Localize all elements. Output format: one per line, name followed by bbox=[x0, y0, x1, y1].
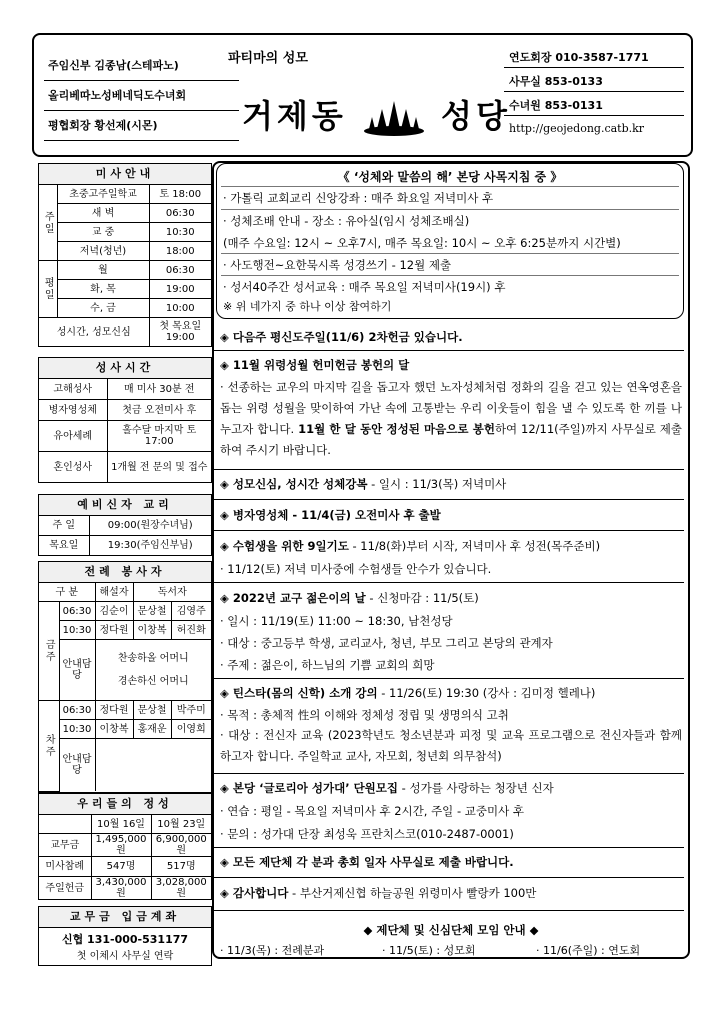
office-phone: 사무실 853-0133 bbox=[509, 75, 603, 88]
account-number: 신협 131-000-531177 bbox=[61, 933, 189, 946]
sacrament-title: 성사시간 bbox=[39, 358, 211, 379]
guide-group: 경손하신 어머니 bbox=[117, 676, 189, 687]
notice-body bbox=[220, 377, 682, 461]
next-week-label: 차주 bbox=[39, 701, 59, 792]
notice-heading: ◈ 다음주 평신도주일(11/6) 2차헌금 있습니다. bbox=[220, 330, 463, 344]
office-president-phone: 연도회장 010-3587-1771 bbox=[509, 51, 649, 64]
reader: 홍재운 bbox=[133, 720, 171, 739]
meeting-item: · 11/3(목) : 전례분과 bbox=[220, 944, 325, 957]
sacrament-table bbox=[39, 379, 211, 482]
body-text: · 선종하는 교우의 마지막 길을 돕고자 했던 노자성체처럼 정화의 길을 걷고 있는 연옥영혼을 돕는 위령 성월을 맞이하여 가난 속에 고통받는 우리 이웃들이 힘을 낼 수 있도록 한 끼를 나누고자 합니다. bbox=[220, 380, 682, 436]
guide-names bbox=[95, 640, 211, 701]
catechumen-class bbox=[38, 494, 212, 556]
divider bbox=[214, 877, 684, 878]
divider bbox=[504, 67, 684, 68]
meeting-item: · 11/5(토) : 성모회 bbox=[382, 944, 476, 957]
col-header: 독서자 bbox=[133, 583, 211, 602]
guide-label: 안내담당 bbox=[59, 640, 95, 701]
liturgy-servers bbox=[38, 561, 212, 793]
notice-heading: ◈ 11월 위령성월 헌미헌금 봉헌의 달 bbox=[220, 358, 410, 372]
divider bbox=[44, 80, 239, 81]
notice-detail: · 문의 : 성가대 단장 최성욱 프란치스코(010-2487-0001) bbox=[220, 827, 514, 841]
offering-value: 547명 bbox=[91, 857, 151, 877]
reader: 이창복 bbox=[133, 621, 171, 640]
col-header: 해설자 bbox=[95, 583, 133, 602]
divider bbox=[214, 910, 684, 911]
offerings bbox=[38, 793, 212, 900]
col-header: 구 분 bbox=[39, 583, 95, 602]
this-week-label: 금주 bbox=[39, 602, 59, 701]
sunday-label: 주일 bbox=[39, 185, 57, 261]
class-day: 목요일 bbox=[39, 536, 89, 556]
commentator: 김순이 bbox=[95, 602, 133, 621]
mass-time: 06:30 bbox=[59, 602, 95, 621]
divider bbox=[221, 209, 679, 210]
notice-heading: ◈ 틴스타(몸의 신학) 소개 강의 bbox=[220, 686, 378, 700]
mass-time: 19:00 bbox=[149, 280, 211, 299]
divider bbox=[214, 499, 684, 500]
notice-detail: - 11/8(화)부터 시작, 저녁미사 후 성전(목주준비) bbox=[348, 539, 601, 553]
sisters-name: 올리베따노성베네딕도수녀회 bbox=[48, 89, 187, 102]
guideline-item: (매주 수요일: 12시 ~ 오후7시, 매주 목요일: 10시 ~ 오후 6:25분까지 시간별) bbox=[223, 236, 621, 250]
memorial-month-notice bbox=[220, 357, 682, 461]
liturgy-title: 전례 봉사자 bbox=[39, 562, 211, 583]
notice-heading: ◈ 모든 제단체 각 분과 총회 일자 사무실로 제출 바랍니다. bbox=[220, 855, 514, 869]
notice-detail: - 11/26(토) 19:30 (강사 : 김미정 헬레나) bbox=[377, 686, 596, 700]
choir-recruitment-notice bbox=[220, 780, 682, 842]
sacrament-schedule bbox=[38, 357, 212, 483]
offering-value: 3,028,000원 bbox=[151, 877, 211, 900]
second-collection-notice bbox=[220, 329, 682, 345]
guideline-item: · 성서40주간 성서교육 : 매주 목요일 저녁미사(19시) 후 bbox=[223, 280, 506, 294]
sacrament-name: 병자영성체 bbox=[39, 400, 107, 421]
divider bbox=[221, 186, 679, 187]
offerings-table bbox=[39, 815, 211, 899]
guideline-item: · 가톨릭 교회교리 신앙강좌 : 매주 화요일 저녁미사 후 bbox=[223, 191, 494, 205]
mass-name: 월 bbox=[57, 261, 149, 280]
mass-time: 06:30 bbox=[149, 204, 211, 223]
notice-detail: - 성가를 사랑하는 청장년 신자 bbox=[398, 781, 554, 795]
offering-value: 1,495,000원 bbox=[91, 834, 151, 857]
mass-time: 토 18:00 bbox=[149, 185, 211, 204]
mass-time: 10:30 bbox=[59, 621, 95, 640]
notice-heading: ◈ 수험생을 위한 9일기도 bbox=[220, 539, 349, 553]
marian-devotion-notice bbox=[220, 476, 682, 492]
col-header: 10월 16일 bbox=[91, 815, 151, 834]
notice-detail: · 일시 : 11/19(토) 11:00 ~ 18:30, 남천성당 bbox=[220, 614, 453, 628]
commentator: 정다원 bbox=[95, 621, 133, 640]
reader: 문상철 bbox=[133, 602, 171, 621]
convent-phone: 수녀원 853-0131 bbox=[509, 99, 603, 112]
reader: 문상철 bbox=[133, 701, 171, 720]
meetings-list bbox=[220, 942, 682, 958]
col-header bbox=[39, 815, 91, 834]
notice-detail: - 신청마감 : 11/5(토) bbox=[365, 591, 479, 605]
thanks-notice bbox=[220, 885, 682, 901]
class-time: 09:00(원장수녀님) bbox=[89, 516, 211, 536]
divider bbox=[214, 530, 684, 531]
bank-account bbox=[38, 906, 212, 966]
mass-name: 저녁(청년) bbox=[57, 242, 149, 261]
notice-heading: ◈ 감사합니다 bbox=[220, 886, 289, 900]
notice-detail: · 대상 : 중고등부 학생, 교리교사, 청년, 부모 그리고 본당의 관계자 bbox=[220, 636, 553, 650]
divider bbox=[214, 678, 684, 679]
guideline-item: · 사도행전~요한묵시록 성경쓰기 - 12월 제출 bbox=[223, 258, 452, 272]
council-president: 평협회장 황선제(시몬) bbox=[48, 119, 158, 132]
mass-time: 18:00 bbox=[149, 242, 211, 261]
commentator: 이창복 bbox=[95, 720, 133, 739]
catechumen-table bbox=[39, 516, 211, 555]
youth-day-notice bbox=[220, 590, 682, 673]
holy-hour-label: 성시간, 성모신심 bbox=[39, 318, 149, 347]
commentator: 정다원 bbox=[95, 701, 133, 720]
reader: 이영희 bbox=[171, 720, 211, 739]
meeting-item: · 11/6(주일) : 연도회 bbox=[536, 944, 641, 957]
sacrament-time: 첫금 오전미사 후 bbox=[107, 400, 211, 421]
sacrament-time: 홀수달 마지막 토 17:00 bbox=[107, 421, 211, 452]
divider bbox=[44, 140, 239, 141]
mass-table bbox=[39, 185, 211, 346]
class-day: 주 일 bbox=[39, 516, 89, 536]
parish-title bbox=[242, 91, 511, 137]
account-title: 교무금 입금계좌 bbox=[39, 907, 211, 928]
mass-name: 교 중 bbox=[57, 223, 149, 242]
divider bbox=[214, 847, 684, 848]
divider bbox=[44, 110, 239, 111]
sacrament-name: 고해성사 bbox=[39, 379, 107, 400]
divider bbox=[221, 253, 679, 254]
notice-heading: ◈ 2022년 교구 젊은이의 날 bbox=[220, 591, 366, 605]
weekday-label: 평일 bbox=[39, 261, 57, 318]
mass-schedule bbox=[38, 163, 212, 347]
body-emphasis: 11월 한 달 동안 정성된 마음으로 봉헌 bbox=[298, 422, 495, 436]
exam-prayer-notice bbox=[220, 538, 682, 577]
notice-detail: - 일시 : 11/3(목) 저녁미사 bbox=[367, 477, 507, 491]
patron-saint: 파티마의 성모 bbox=[228, 51, 308, 66]
guideline-note: ※ 위 네가지 중 하나 이상 참여하기 bbox=[223, 300, 392, 313]
notice-heading: ◈ 병자영성체 - 11/4(금) 오전미사 후 출발 bbox=[220, 508, 441, 522]
divider bbox=[214, 469, 684, 470]
guide-group: 찬송하올 어머니 bbox=[117, 653, 189, 664]
parish-suffix: 성당 bbox=[441, 97, 511, 135]
reader: 김영주 bbox=[171, 602, 211, 621]
parish-name: 거제동 bbox=[242, 97, 347, 135]
guidelines-title: 《 ‘성체와 말씀의 해’ 본당 사목지침 중 》 bbox=[337, 170, 563, 184]
pastoral-guidelines bbox=[216, 163, 684, 319]
class-time: 19:30(주임신부님) bbox=[89, 536, 211, 556]
sick-communion-notice bbox=[220, 507, 682, 523]
divider bbox=[221, 275, 679, 276]
pastor-name: 주임신부 김종남(스테파노) bbox=[48, 59, 179, 72]
mass-time: 10:30 bbox=[149, 223, 211, 242]
notice-heading: ◆ 제단체 및 신심단체 모임 안내 ◆ bbox=[363, 923, 539, 937]
notice-heading: ◈ 성모신심, 성시간 성체강복 bbox=[220, 477, 368, 491]
divider bbox=[214, 350, 684, 351]
mass-name: 수, 금 bbox=[57, 299, 149, 318]
reader: 박주미 bbox=[171, 701, 211, 720]
mass-name: 화, 목 bbox=[57, 280, 149, 299]
offerings-title: 우리들의 정성 bbox=[39, 794, 211, 815]
theology-of-body-notice bbox=[220, 685, 682, 767]
mass-time: 06:30 bbox=[149, 261, 211, 280]
body-text: 하여 12/11(주일)까지 사무실로 제출하여 주시기 바랍니다. bbox=[220, 422, 682, 457]
notice-detail: · 연습 : 평일 - 목요일 저녁미사 후 2시간, 주일 - 교중미사 후 bbox=[220, 804, 524, 818]
divider bbox=[214, 582, 684, 583]
offering-name: 교무금 bbox=[39, 834, 91, 857]
sacrament-time: 매 미사 30분 전 bbox=[107, 379, 211, 400]
reader: 허진화 bbox=[171, 621, 211, 640]
offering-value: 517명 bbox=[151, 857, 211, 877]
church-logo-icon bbox=[362, 99, 426, 137]
divider bbox=[214, 773, 684, 774]
mass-time: 06:30 bbox=[59, 701, 95, 720]
sacrament-time: 1개월 전 문의 및 접수 bbox=[107, 452, 211, 483]
mass-name: 초중고주일학교 bbox=[57, 185, 149, 204]
notice-detail: · 11/12(토) 저녁 미사중에 수험생들 안수가 있습니다. bbox=[220, 562, 492, 576]
liturgy-table bbox=[39, 583, 211, 792]
guide-names bbox=[95, 739, 211, 792]
offering-value: 6,900,000원 bbox=[151, 834, 211, 857]
website-link[interactable]: http://geojedong.catb.kr bbox=[509, 122, 645, 135]
guide-label: 안내담당 bbox=[59, 739, 95, 792]
mass-schedule-title: 미사안내 bbox=[39, 164, 211, 185]
account-note: 첫 이체시 사무실 연락 bbox=[76, 951, 174, 962]
col-header: 10월 23일 bbox=[151, 815, 211, 834]
notice-heading: ◈ 본당 ‘글로리아 성가대’ 단원모집 bbox=[220, 781, 399, 795]
holy-hour-time: 첫 목요일 19:00 bbox=[149, 318, 211, 347]
mass-time: 10:30 bbox=[59, 720, 95, 739]
reports-notice bbox=[220, 854, 682, 870]
offering-value: 3,430,000원 bbox=[91, 877, 151, 900]
divider bbox=[504, 91, 684, 92]
notice-detail: · 대상 : 전신자 교육 (2023학년도 청소년분과 피정 및 교육 프로그램으로 전신자들과 함께 하고자 합니다. 주일학교 교사, 자모회, 청년회 의무참석) bbox=[220, 728, 682, 763]
offering-name: 미사참례 bbox=[39, 857, 91, 877]
catechumen-title: 예비신자 교리 bbox=[39, 495, 211, 516]
offering-name: 주일헌금 bbox=[39, 877, 91, 900]
divider bbox=[504, 115, 684, 116]
mass-name: 새 벽 bbox=[57, 204, 149, 223]
sacrament-name: 유아세례 bbox=[39, 421, 107, 452]
notice-detail: · 목적 : 총체적 性의 이해와 정체성 정립 및 생명의식 고취 bbox=[220, 708, 509, 722]
notice-detail: · 주제 : 젊은이, 하느님의 기쁨 교회의 희망 bbox=[220, 658, 435, 672]
bulletin-header bbox=[32, 33, 693, 157]
notice-detail: - 부산거제신협 하늘공원 위령미사 빨랑카 100만 bbox=[288, 886, 537, 900]
guideline-item: · 성체조배 안내 - 장소 : 유아실(임시 성체조배실) bbox=[223, 214, 470, 228]
sacrament-name: 혼인성사 bbox=[39, 452, 107, 483]
mass-time: 10:00 bbox=[149, 299, 211, 318]
meetings-title bbox=[220, 922, 682, 938]
